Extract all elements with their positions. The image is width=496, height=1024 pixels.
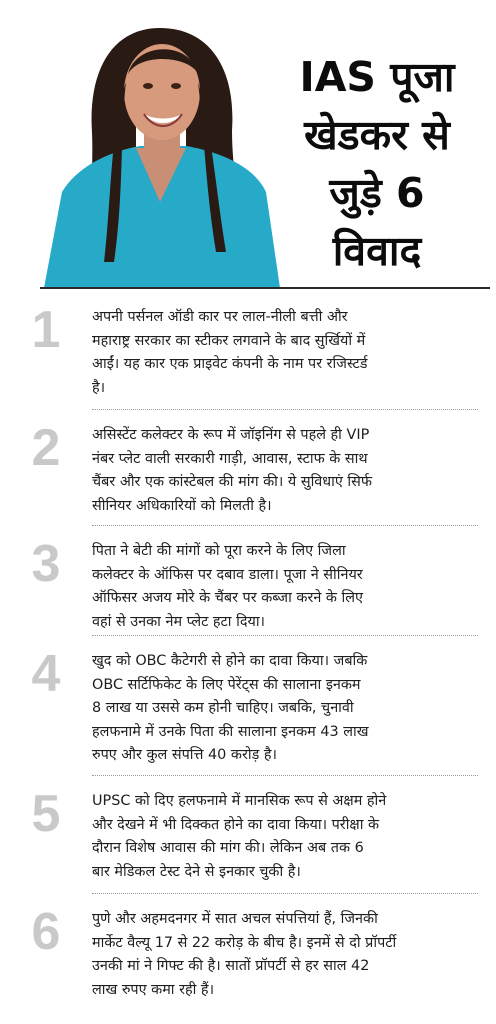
header: [0, 0, 496, 288]
item-text: [92, 776, 496, 894]
item-text: [92, 410, 496, 526]
item-text-line: 8 लाख या उससे कम होनी चाहिए। जबकि, चुनावी: [92, 700, 354, 716]
item-text-line: हलफनामे में उनके पिता की सालाना इनकम 43 लाख: [92, 723, 369, 740]
item-text-line: असिस्टेंट कलेक्टर के रूप में जॉइनिंग से पहले ही VIP: [92, 427, 370, 443]
headline: [268, 48, 486, 280]
item-text-line: पिता ने बेटी की मांगों को पूरा करने के लिए जिला: [92, 543, 346, 559]
item-text-line: सीनियर अधिकारियों को मिलती है।: [92, 497, 272, 514]
list-item: [0, 636, 496, 776]
item-number: 2: [31, 419, 61, 477]
item-text-line: लाख रुपए कमा रही हैं।: [92, 981, 215, 998]
item-number: 5: [31, 785, 61, 843]
item-text: [92, 636, 496, 776]
item-text-line: OBC सर्टिफिकेट के लिए पेरेंट्स की सालाना इनकम: [92, 676, 361, 693]
list-item: [0, 292, 496, 410]
headline-line: विवाद: [332, 227, 422, 275]
headline-line: IAS पूजा: [299, 53, 455, 101]
list-item: [0, 776, 496, 894]
item-text-line: वहां से उनका नेम प्लेट हटा दिया।: [92, 613, 266, 630]
controversy-list: [0, 292, 496, 1014]
item-text-line: उनकी मां ने गिफ्ट की है। सातों प्रॉपर्टी से हर साल 42: [92, 958, 370, 974]
item-text-line: बार मेडिकल टेस्ट देने से इनकार चुकी है।: [92, 863, 301, 880]
item-number: 1: [31, 301, 61, 359]
item-text-line: दौरान विशेष आवास की मांग की। लेकिन अब तक 6: [92, 840, 364, 856]
headline-line: खेडकर से: [304, 111, 450, 159]
item-text-line: मार्केट वैल्यू 17 से 22 करोड़ के बीच है। इनमें से दो प्रॉपर्टी: [92, 934, 397, 951]
item-text-line: UPSC को दिए हलफनामे में मानसिक रूप से अक्षम होने: [92, 793, 387, 809]
list-item: [0, 410, 496, 526]
item-text-line: ऑफिसर अजय मोरे के चैंबर पर कब्जा करने के लिए: [92, 590, 363, 606]
item-text: [92, 894, 496, 1014]
headline-line: जुड़े 6: [329, 169, 425, 217]
header-divider: [40, 287, 490, 289]
item-text-line: है।: [92, 379, 106, 396]
item-text-line: कलेक्टर के ऑफिस पर दबाव डाला। पूजा ने सीनियर: [92, 566, 363, 583]
item-text-line: चैंबर और एक कांस्टेबल की मांग की। ये सुविधाएं सिर्फ: [92, 474, 372, 490]
item-number: 3: [31, 535, 61, 593]
item-text-line: महाराष्ट्र सरकार का स्टीकर लगवाने के बाद सुर्खियों में: [92, 332, 366, 349]
item-text: [92, 526, 496, 636]
item-text-line: आईं। यह कार एक प्राइवेट कंपनी के नाम पर रजिस्टर्ड: [92, 356, 368, 372]
item-text: [92, 292, 496, 410]
item-number: 6: [31, 903, 61, 961]
item-text-line: और देखने में भी दिक्कत होने का दावा किया। परीक्षा के: [92, 816, 380, 833]
item-text-line: नंबर प्लेट वाली सरकारी गाड़ी, आवास, स्टाफ के साथ: [92, 450, 368, 467]
list-item: [0, 894, 496, 1014]
item-number: 4: [31, 645, 61, 703]
item-text-line: अपनी पर्सनल ऑडी कार पर लाल-नीली बत्ती और: [92, 309, 348, 325]
list-item: [0, 526, 496, 636]
item-text-line: खुद को OBC कैटेगरी से होने का दावा किया। जबकि: [92, 653, 368, 669]
portrait-photo: [40, 22, 280, 288]
item-text-line: रुपए और कुल संपत्ति 40 करोड़ है।: [92, 747, 277, 763]
item-text-line: पुणे और अहमदनगर में सात अचल संपत्तियां हैं, जिनकी: [92, 911, 378, 927]
